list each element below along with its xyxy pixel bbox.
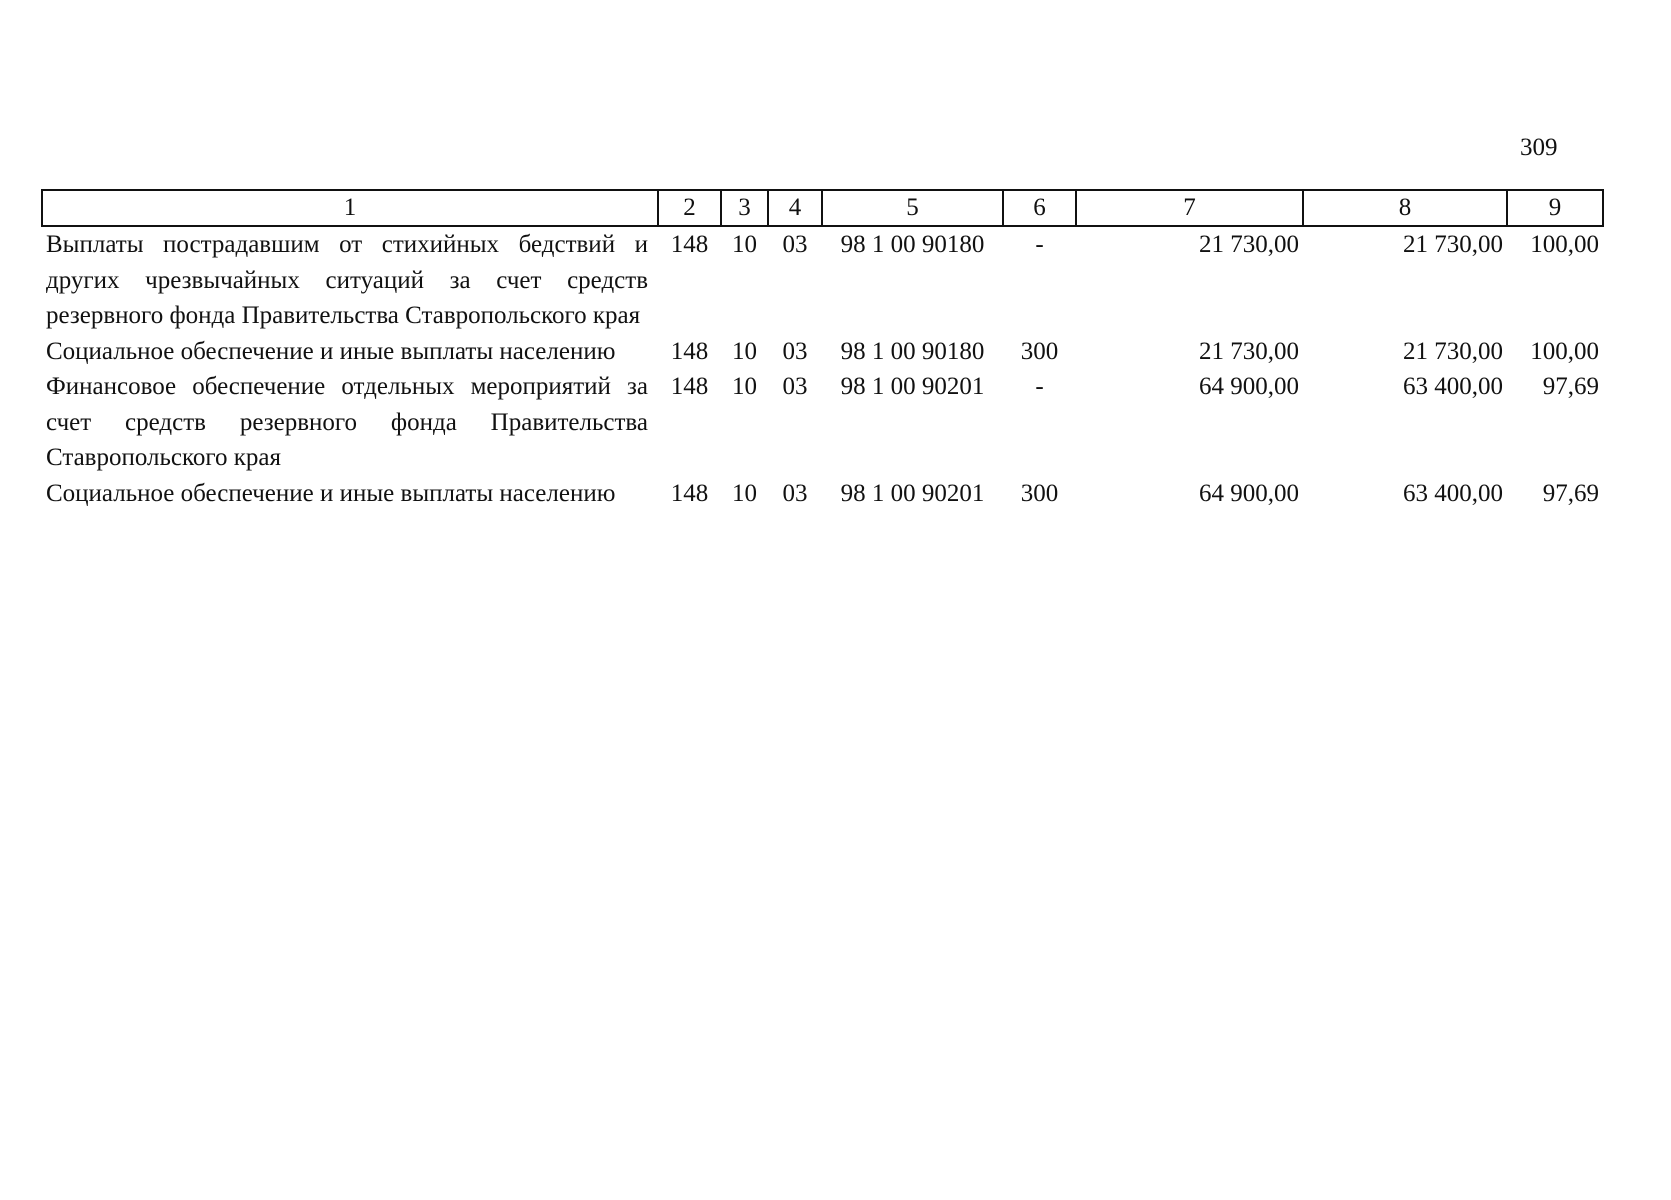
row-col-5: 98 1 00 90180 xyxy=(840,231,985,258)
row-col-6: - xyxy=(1035,373,1044,400)
table-row xyxy=(42,369,1603,476)
table-row xyxy=(42,476,1603,512)
column-header-6: 6 xyxy=(1003,190,1076,226)
row-col-8: 21 730,00 xyxy=(1403,337,1503,365)
budget-table xyxy=(41,189,1604,511)
row-col-2: 148 xyxy=(670,337,709,365)
row-col-9: 100,00 xyxy=(1530,231,1599,258)
row-col-9: 97,69 xyxy=(1542,373,1599,400)
row-col-5: 98 1 00 90201 xyxy=(840,479,985,507)
column-header-8: 8 xyxy=(1303,190,1507,226)
row-col-9: 100,00 xyxy=(1530,337,1599,365)
table-row xyxy=(42,334,1603,370)
row-col-3: 10 xyxy=(732,373,757,400)
page-number: 309 xyxy=(1520,134,1558,161)
row-name: Финансовое обеспечение отдельных мероприятий за счет средств резервного фонда Правительства Ставропольского края xyxy=(46,373,648,471)
row-col-6: 300 xyxy=(1020,337,1059,365)
row-name: Выплаты пострадавшим от стихийных бедствий и других чрезвычайных ситуаций за счет средств резервного фонда Правительства Ставропольского края xyxy=(46,231,648,329)
row-col-2: 148 xyxy=(670,231,709,258)
row-col-4: 03 xyxy=(782,373,808,400)
row-col-5: 98 1 00 90201 xyxy=(840,373,985,400)
row-col-8: 63 400,00 xyxy=(1403,373,1503,400)
row-col-4: 03 xyxy=(782,479,808,507)
row-col-8: 63 400,00 xyxy=(1403,479,1503,507)
row-col-4: 03 xyxy=(782,337,808,365)
row-name: Социальное обеспечение и иные выплаты населению xyxy=(46,337,616,365)
row-col-6: - xyxy=(1035,231,1044,258)
table-row xyxy=(42,226,1603,334)
row-col-3: 10 xyxy=(732,231,757,258)
row-col-7: 21 730,00 xyxy=(1199,231,1299,258)
column-header-9: 9 xyxy=(1507,190,1603,226)
row-col-2: 148 xyxy=(670,479,709,507)
column-header-3: 3 xyxy=(721,190,768,226)
row-col-8: 21 730,00 xyxy=(1403,231,1503,258)
column-header-4: 4 xyxy=(768,190,822,226)
row-col-9: 97,69 xyxy=(1542,479,1599,507)
row-col-6: 300 xyxy=(1020,479,1059,507)
row-col-4: 03 xyxy=(782,231,808,258)
row-col-3: 10 xyxy=(732,337,757,365)
row-col-3: 10 xyxy=(732,479,757,507)
row-col-7: 64 900,00 xyxy=(1199,373,1299,400)
column-header-2: 2 xyxy=(658,190,721,226)
header-row xyxy=(42,190,1603,226)
row-col-2: 148 xyxy=(670,373,709,400)
row-col-7: 21 730,00 xyxy=(1199,337,1299,365)
row-col-7: 64 900,00 xyxy=(1199,479,1299,507)
row-name: Социальное обеспечение и иные выплаты населению xyxy=(46,479,616,507)
row-col-5: 98 1 00 90180 xyxy=(840,337,985,365)
column-header-5: 5 xyxy=(822,190,1003,226)
column-header-7: 7 xyxy=(1076,190,1303,226)
column-header-1: 1 xyxy=(42,190,658,226)
